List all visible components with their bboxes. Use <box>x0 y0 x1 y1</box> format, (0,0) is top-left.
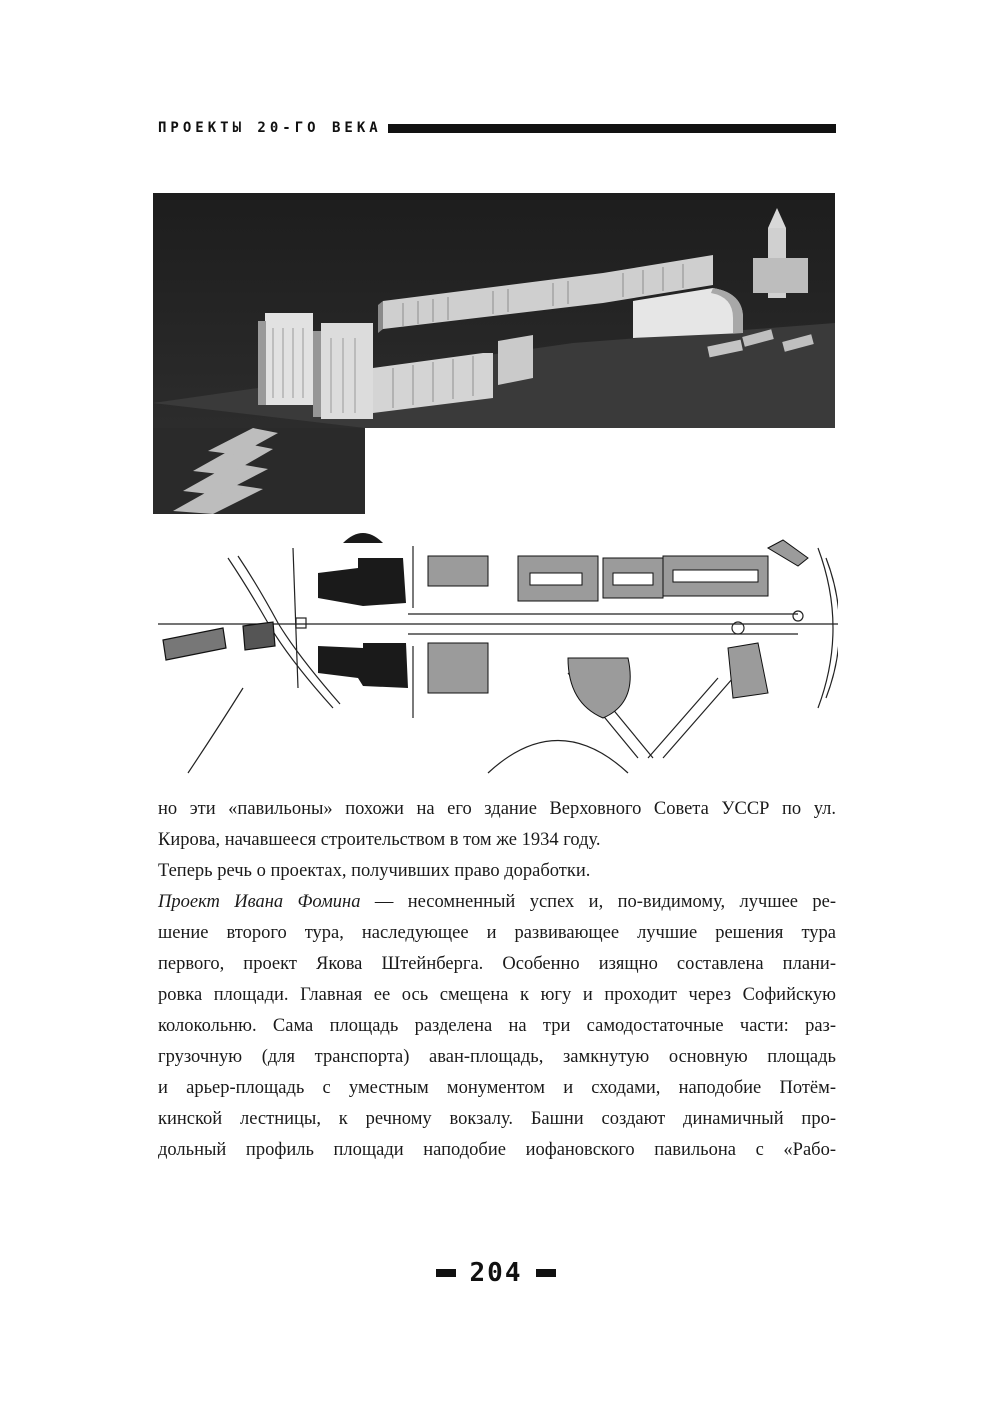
header-rule <box>388 124 836 133</box>
text-line: первого, проект Якова Штейнберга. Особенно изящно составлена плани- <box>158 954 836 974</box>
text-line: Кирова, начавшееся строительством в том же 1934 году. <box>158 830 601 850</box>
text-line: дольный профиль площади наподобие иофановского павильона с «Рабо- <box>158 1140 836 1160</box>
page-number: 204 <box>469 1258 523 1288</box>
text-line: и арьер-площадь с уместным монументом и сходами, наподобие Потём- <box>158 1078 836 1098</box>
text-line: но эти «павильоны» похожи на его здание Верховного Совета УССР по ул. <box>158 799 836 819</box>
header-title: ПРОЕКТЫ 20-ГО ВЕКА <box>158 120 382 136</box>
footer-dash-right <box>536 1269 556 1277</box>
model-photograph <box>153 193 835 514</box>
text-line: ровка площади. Главная ее ось смещена к югу и проходит через Софийскую <box>158 985 836 1005</box>
text-line <box>158 887 836 918</box>
page-footer <box>0 1258 992 1288</box>
text-line: грузочную (для транспорта) аван-площадь, замкнутую основную площадь <box>158 1047 836 1067</box>
text-span: — несомненный успех и, по-видимому, лучшее ре- <box>360 892 836 912</box>
italic-project-title: Проект Ивана Фомина <box>158 892 361 912</box>
text-line: Теперь речь о проектах, получивших право доработки. <box>158 861 591 881</box>
text-line: кинской лестницы, к речному вокзалу. Башни создают динамичный про- <box>158 1109 836 1129</box>
body-text <box>158 794 836 1166</box>
footer-dash-left <box>436 1269 456 1277</box>
text-line: шение второго тура, наследующее и развивающее лучшие решения тура <box>158 923 836 943</box>
running-header <box>158 119 836 137</box>
site-plan-drawing <box>158 528 838 776</box>
text-line: колокольню. Сама площадь разделена на три самодостаточные части: раз- <box>158 1016 836 1036</box>
